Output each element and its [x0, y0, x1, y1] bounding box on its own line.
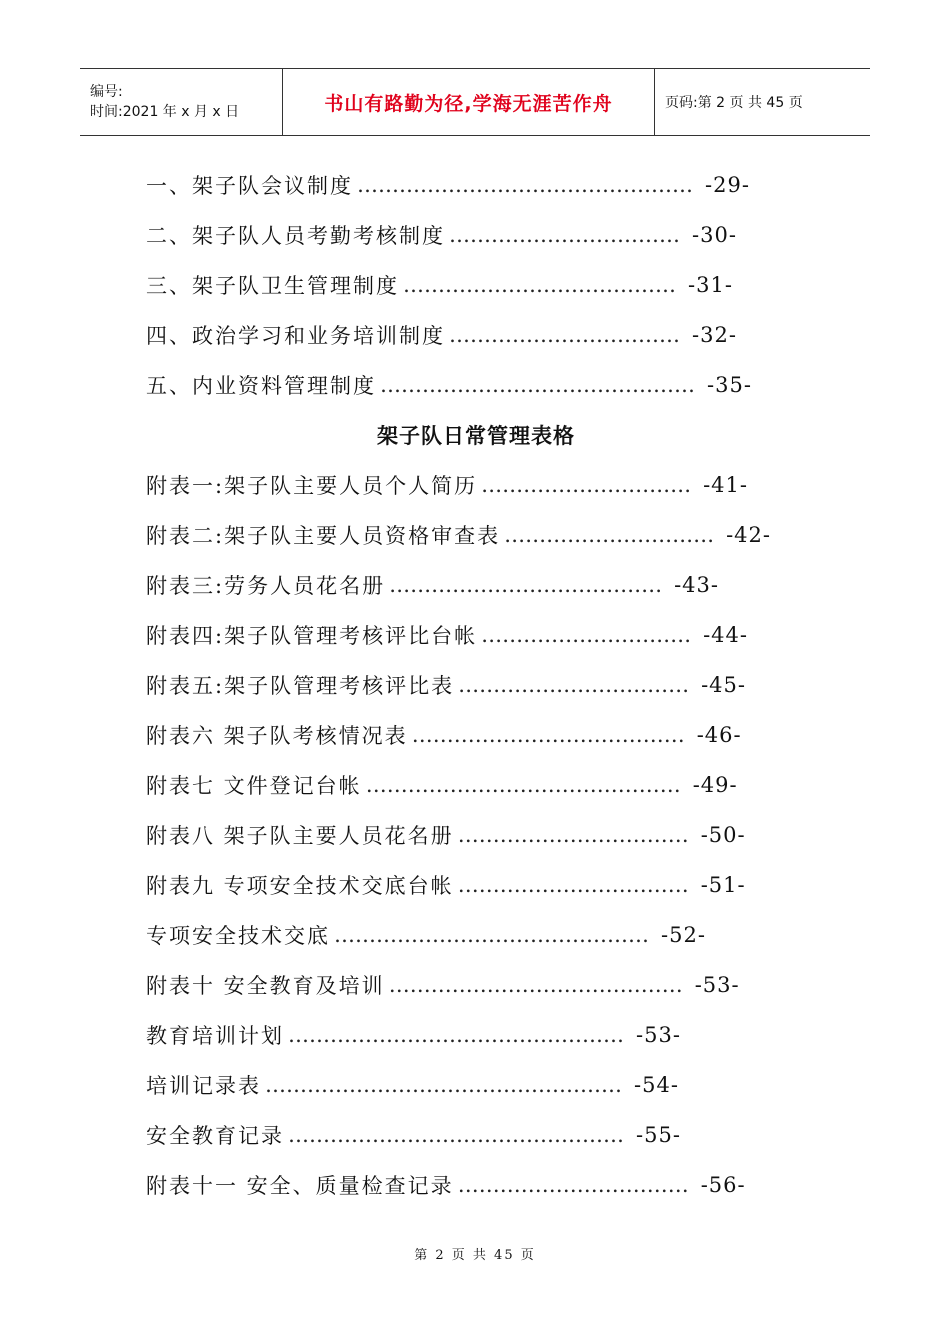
toc-entry-page: -35- — [707, 373, 752, 397]
toc-entry-title: 专项安全技术交底 — [146, 924, 330, 948]
toc-entry[interactable] — [146, 1010, 826, 1060]
toc-leader-dots: ………………………………………… — [357, 173, 693, 197]
toc-entry-page: -53- — [694, 973, 740, 997]
toc-entry[interactable] — [146, 1060, 826, 1110]
toc-entry-page: -54- — [634, 1073, 679, 1097]
header-motto — [283, 69, 655, 135]
toc-entry-title: 安全教育记录 — [146, 1124, 284, 1148]
toc-entry-title: 培训记录表 — [146, 1074, 261, 1098]
toc-entry[interactable] — [146, 960, 826, 1010]
toc-entry-title: 附表七 文件登记台帐 — [146, 774, 362, 798]
toc-entry[interactable] — [146, 910, 826, 960]
section-title: 架子队日常管理表格 — [377, 424, 575, 448]
toc-leader-dots: ………………………… — [504, 523, 715, 547]
toc-leader-dots: ………………………………… — [403, 273, 676, 297]
toc-entry-page: -44- — [703, 623, 748, 647]
toc-entry-page: -32- — [692, 323, 737, 347]
toc-entry-page: -43- — [674, 573, 719, 597]
toc-leader-dots: ……………………………………… — [365, 773, 681, 797]
toc-entry-title: 四、政治学习和业务培训制度 — [146, 324, 445, 348]
toc-entry[interactable] — [146, 560, 826, 610]
toc-entry-page: -31- — [688, 273, 733, 297]
toc-entry[interactable] — [146, 1110, 826, 1160]
toc-leader-dots: …………………………… — [457, 873, 689, 897]
toc-entry-page: -56- — [700, 1173, 746, 1197]
toc-entry-page: -30- — [692, 223, 737, 247]
toc-leader-dots: …………………………… — [449, 323, 680, 347]
toc-entry-title: 附表九 专项安全技术交底台帐 — [146, 874, 454, 898]
toc-leader-dots: …………………………… — [457, 823, 689, 847]
page-header — [80, 68, 870, 136]
toc-entry-page: -52- — [661, 923, 706, 947]
toc-entry-title: 附表一:架子队主要人员个人简历 — [146, 474, 478, 498]
table-of-contents — [146, 160, 826, 1210]
toc-entry-title: 附表十一 安全、质量检查记录 — [146, 1174, 454, 1198]
header-meta — [80, 69, 283, 135]
document-date: 时间:2021 年 x 月 x 日 — [90, 104, 240, 120]
toc-entry-title: 附表二:架子队主要人员资格审查表 — [146, 524, 501, 548]
toc-leader-dots: …………………………… — [449, 223, 680, 247]
toc-entry[interactable] — [146, 510, 826, 560]
toc-entry[interactable] — [146, 610, 826, 660]
toc-entry-title: 附表六 架子队考核情况表 — [146, 724, 408, 748]
toc-entry-title: 一、架子队会议制度 — [146, 174, 353, 198]
toc-leader-dots: ………………………………………… — [288, 1123, 624, 1147]
toc-entry[interactable] — [146, 260, 826, 310]
footer-page-number: 第 2 页 共 45 页 — [414, 1248, 536, 1263]
toc-entry-title: 附表三:劳务人员花名册 — [146, 574, 386, 598]
page-info-text: 页码:第 2 页 共 45 页 — [665, 95, 803, 111]
toc-leader-dots: …………………………… — [458, 673, 690, 697]
toc-entry-title: 三、架子队卫生管理制度 — [146, 274, 399, 298]
toc-entry[interactable] — [146, 210, 826, 260]
toc-entry-title: 附表十 安全教育及培训 — [146, 974, 385, 998]
page-footer — [0, 1244, 950, 1263]
toc-leader-dots: ……………………………………… — [380, 373, 695, 397]
toc-leader-dots: ………………………… — [481, 473, 692, 497]
toc-leader-dots: …………………………………………… — [265, 1073, 622, 1097]
toc-leader-dots: ………………………………………… — [288, 1023, 624, 1047]
toc-leader-dots: ………………………………… — [411, 723, 685, 747]
toc-entry[interactable] — [146, 460, 826, 510]
toc-entry-page: -55- — [636, 1123, 681, 1147]
toc-leader-dots: …………………………………… — [388, 973, 683, 997]
header-page-info — [655, 69, 870, 135]
toc-entry-title: 附表八 架子队主要人员花名册 — [146, 824, 454, 848]
toc-entry-page: -51- — [700, 873, 746, 897]
toc-entry-title: 附表五:架子队管理考核评比表 — [146, 674, 455, 698]
toc-entry[interactable] — [146, 860, 826, 910]
toc-entry[interactable] — [146, 310, 826, 360]
toc-leader-dots: ………………………………… — [389, 573, 663, 597]
toc-entry-page: -53- — [636, 1023, 681, 1047]
motto-text: 书山有路勤为径,学海无涯苦作舟 — [324, 92, 613, 115]
toc-entry[interactable] — [146, 360, 826, 410]
toc-leader-dots: ……………………………………… — [334, 923, 649, 947]
toc-leader-dots: …………………………… — [457, 1173, 689, 1197]
toc-entry-title: 教育培训计划 — [146, 1024, 284, 1048]
document-code-label: 编号: — [90, 84, 123, 100]
toc-entry-page: -41- — [703, 473, 748, 497]
toc-entry[interactable] — [146, 660, 826, 710]
toc-entry-page: -50- — [700, 823, 746, 847]
toc-entry-page: -49- — [692, 773, 738, 797]
toc-entry-page: -45- — [701, 673, 746, 697]
toc-entry-title: 二、架子队人员考勤考核制度 — [146, 224, 445, 248]
toc-entry[interactable] — [146, 710, 826, 760]
toc-entry[interactable] — [146, 810, 826, 860]
toc-entry-title: 附表四:架子队管理考核评比台帐 — [146, 624, 478, 648]
toc-entry[interactable] — [146, 760, 826, 810]
toc-entry-title: 五、内业资料管理制度 — [146, 374, 376, 398]
toc-entry-page: -42- — [726, 523, 771, 547]
toc-entry-page: -29- — [705, 173, 750, 197]
toc-entry-page: -46- — [696, 723, 742, 747]
toc-entry[interactable] — [146, 160, 826, 210]
toc-entry[interactable] — [146, 1160, 826, 1210]
toc-leader-dots: ………………………… — [481, 623, 692, 647]
